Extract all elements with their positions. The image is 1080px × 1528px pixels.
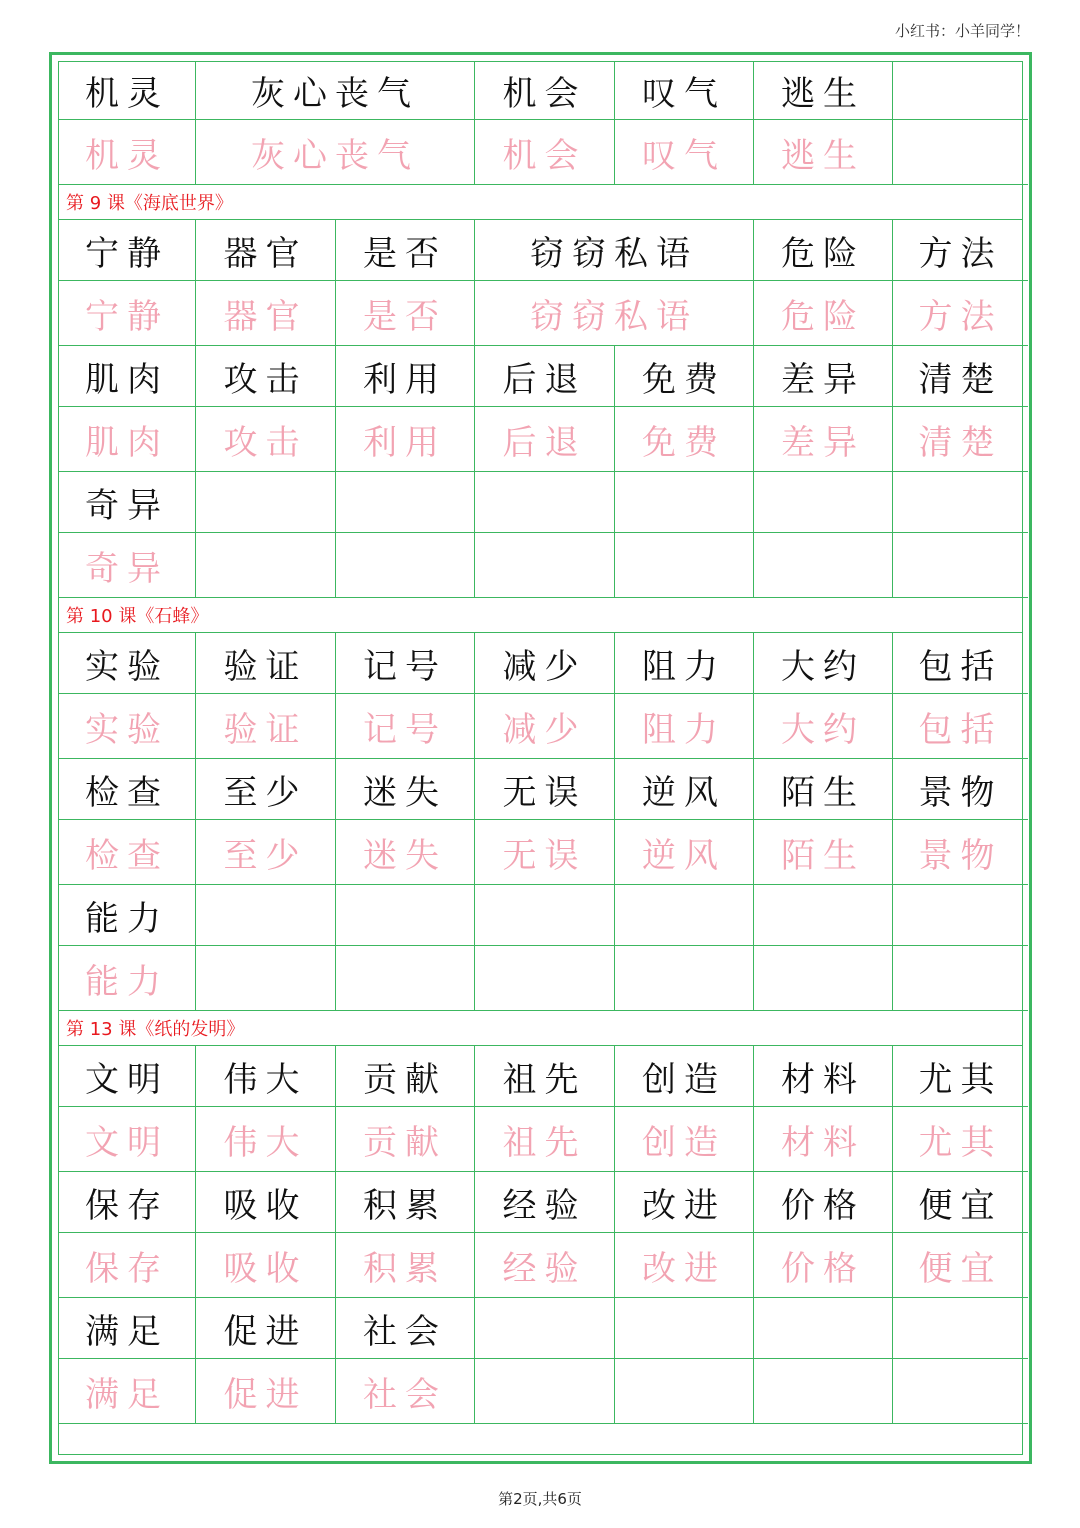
word-cell: 迷失 [336, 759, 475, 820]
word-cell: 检查 [59, 759, 196, 820]
trace-cell: 能力 [59, 946, 196, 1011]
trace-cell [893, 533, 1028, 598]
word-row [59, 633, 1022, 759]
trace-cell: 清楚 [893, 407, 1028, 472]
word-cell: 记号 [336, 633, 475, 694]
trace-cell: 便宜 [893, 1233, 1028, 1298]
word-cell: 机会 [475, 62, 615, 120]
trace-cell [893, 1359, 1028, 1424]
trace-cell: 经验 [475, 1233, 615, 1298]
trace-cell [475, 946, 615, 1011]
trace-cell [615, 946, 754, 1011]
word-cell [475, 1298, 615, 1359]
word-cell [754, 472, 893, 533]
trace-cell: 是否 [336, 281, 475, 346]
trace-cell: 促进 [196, 1359, 336, 1424]
word-row [59, 759, 1022, 885]
trace-cell: 逆风 [615, 820, 754, 885]
word-cell: 宁静 [59, 220, 196, 281]
source-watermark: 小红书：小羊同学！ [894, 22, 1030, 40]
word-cell [893, 885, 1028, 946]
trace-cell [754, 533, 893, 598]
word-cell: 祖先 [475, 1046, 615, 1107]
word-cell: 窃窃私语 [475, 220, 754, 281]
word-cell: 便宜 [893, 1172, 1028, 1233]
word-row [59, 885, 1022, 1011]
lesson-title: 第 13 课《纸的发明》 [59, 1011, 1022, 1046]
trace-cell: 创造 [615, 1107, 754, 1172]
trace-cell [754, 946, 893, 1011]
word-cell: 伟大 [196, 1046, 336, 1107]
word-cell [615, 1298, 754, 1359]
word-cell: 创造 [615, 1046, 754, 1107]
trace-cell: 肌肉 [59, 407, 196, 472]
trace-cell: 阻力 [615, 694, 754, 759]
word-cell: 积累 [336, 1172, 475, 1233]
trace-cell: 叹气 [615, 120, 754, 185]
word-row [59, 62, 1022, 185]
word-cell: 清楚 [893, 346, 1028, 407]
word-cell: 尤其 [893, 1046, 1028, 1107]
trace-cell: 尤其 [893, 1107, 1028, 1172]
trace-cell: 灰心丧气 [196, 120, 475, 185]
worksheet-frame [49, 52, 1032, 1464]
word-cell [615, 472, 754, 533]
trace-cell: 危险 [754, 281, 893, 346]
trace-cell: 减少 [475, 694, 615, 759]
trace-cell: 价格 [754, 1233, 893, 1298]
word-cell: 文明 [59, 1046, 196, 1107]
trace-cell: 至少 [196, 820, 336, 885]
trace-cell [336, 946, 475, 1011]
trace-cell: 包括 [893, 694, 1028, 759]
trace-cell [893, 120, 1028, 185]
trace-cell: 方法 [893, 281, 1028, 346]
word-row [59, 346, 1022, 472]
trace-cell: 景物 [893, 820, 1028, 885]
word-cell: 验证 [196, 633, 336, 694]
trace-cell [615, 1359, 754, 1424]
word-cell [893, 62, 1028, 120]
word-cell: 危险 [754, 220, 893, 281]
trace-cell [475, 533, 615, 598]
trace-cell: 差异 [754, 407, 893, 472]
word-cell: 价格 [754, 1172, 893, 1233]
trace-cell [196, 946, 336, 1011]
word-cell: 免费 [615, 346, 754, 407]
trace-cell: 验证 [196, 694, 336, 759]
page-indicator: 第2页,共6页 [498, 1490, 582, 1508]
trace-cell: 无误 [475, 820, 615, 885]
word-cell: 叹气 [615, 62, 754, 120]
word-cell: 差异 [754, 346, 893, 407]
word-cell: 至少 [196, 759, 336, 820]
word-cell: 保存 [59, 1172, 196, 1233]
trace-cell: 陌生 [754, 820, 893, 885]
lesson-title: 第 10 课《石蜂》 [59, 598, 1022, 633]
trace-cell [893, 946, 1028, 1011]
word-cell [754, 885, 893, 946]
trace-cell: 后退 [475, 407, 615, 472]
word-cell: 无误 [475, 759, 615, 820]
trace-cell: 大约 [754, 694, 893, 759]
word-cell [475, 885, 615, 946]
trace-cell: 奇异 [59, 533, 196, 598]
word-cell: 阻力 [615, 633, 754, 694]
trace-cell: 伟大 [196, 1107, 336, 1172]
trace-cell: 贡献 [336, 1107, 475, 1172]
trace-cell: 实验 [59, 694, 196, 759]
word-row [59, 220, 1022, 346]
trace-cell: 机灵 [59, 120, 196, 185]
word-cell: 奇异 [59, 472, 196, 533]
trace-cell: 逃生 [754, 120, 893, 185]
word-cell: 促进 [196, 1298, 336, 1359]
word-cell [196, 472, 336, 533]
word-cell: 肌肉 [59, 346, 196, 407]
word-cell: 大约 [754, 633, 893, 694]
trace-cell [615, 533, 754, 598]
word-cell: 是否 [336, 220, 475, 281]
trace-cell: 材料 [754, 1107, 893, 1172]
trace-cell [754, 1359, 893, 1424]
trace-cell: 吸收 [196, 1233, 336, 1298]
trace-cell: 改进 [615, 1233, 754, 1298]
word-row [59, 1046, 1022, 1172]
word-cell [893, 1298, 1028, 1359]
word-cell [336, 885, 475, 946]
lesson-title: 第 9 课《海底世界》 [59, 185, 1022, 220]
trace-cell: 记号 [336, 694, 475, 759]
trace-cell: 积累 [336, 1233, 475, 1298]
word-cell [196, 885, 336, 946]
word-cell: 贡献 [336, 1046, 475, 1107]
trace-cell [336, 533, 475, 598]
word-cell: 后退 [475, 346, 615, 407]
word-cell: 方法 [893, 220, 1028, 281]
word-cell: 陌生 [754, 759, 893, 820]
trace-cell: 保存 [59, 1233, 196, 1298]
word-row [59, 1172, 1022, 1298]
word-cell: 经验 [475, 1172, 615, 1233]
trace-cell: 器官 [196, 281, 336, 346]
word-cell: 社会 [336, 1298, 475, 1359]
trace-cell: 利用 [336, 407, 475, 472]
word-cell [893, 472, 1028, 533]
word-row [59, 1298, 1022, 1424]
word-cell: 逃生 [754, 62, 893, 120]
trace-cell: 窃窃私语 [475, 281, 754, 346]
word-cell [336, 472, 475, 533]
word-cell: 器官 [196, 220, 336, 281]
word-cell [475, 472, 615, 533]
trace-cell: 社会 [336, 1359, 475, 1424]
word-cell: 吸收 [196, 1172, 336, 1233]
trace-cell: 攻击 [196, 407, 336, 472]
word-cell: 包括 [893, 633, 1028, 694]
word-cell: 改进 [615, 1172, 754, 1233]
trace-cell: 文明 [59, 1107, 196, 1172]
word-cell: 材料 [754, 1046, 893, 1107]
word-cell: 能力 [59, 885, 196, 946]
word-row [59, 472, 1022, 598]
word-cell: 逆风 [615, 759, 754, 820]
trace-cell: 迷失 [336, 820, 475, 885]
word-cell: 机灵 [59, 62, 196, 120]
trace-cell: 检查 [59, 820, 196, 885]
word-cell: 景物 [893, 759, 1028, 820]
trace-cell: 祖先 [475, 1107, 615, 1172]
trace-cell: 宁静 [59, 281, 196, 346]
trace-cell [196, 533, 336, 598]
trace-cell: 满足 [59, 1359, 196, 1424]
worksheet-grid [58, 61, 1023, 1455]
word-cell: 灰心丧气 [196, 62, 475, 120]
word-cell: 攻击 [196, 346, 336, 407]
word-cell: 减少 [475, 633, 615, 694]
word-cell: 满足 [59, 1298, 196, 1359]
word-cell [615, 885, 754, 946]
trace-cell [475, 1359, 615, 1424]
word-cell [754, 1298, 893, 1359]
word-cell: 实验 [59, 633, 196, 694]
word-cell: 利用 [336, 346, 475, 407]
trace-cell: 机会 [475, 120, 615, 185]
trace-cell: 免费 [615, 407, 754, 472]
